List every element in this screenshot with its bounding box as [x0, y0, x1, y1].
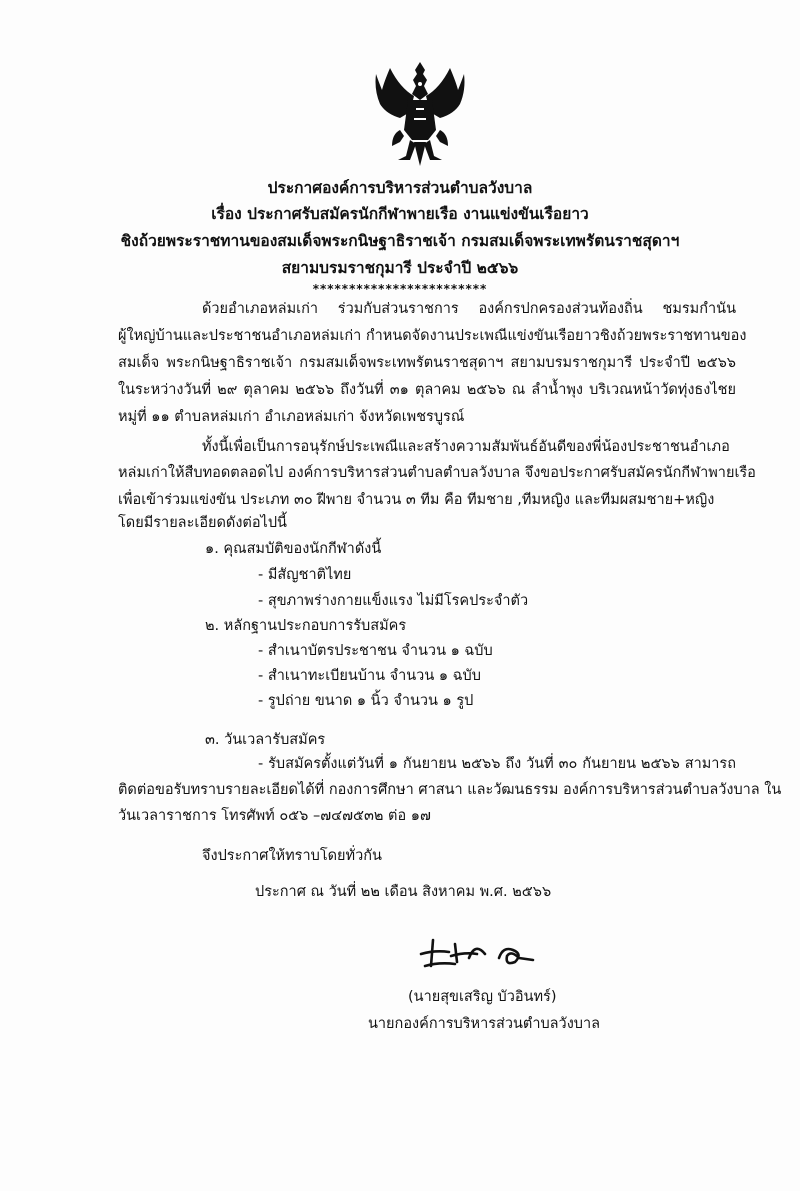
section3-line-2: ติดต่อขอรับทราบรายละเอียดได้ที่ กองการศึกษา ศาสนา และวัฒนธรรม องค์การบริหารส่วนตำบลวังบาล ใน: [118, 782, 782, 798]
section1-item-2: - สุขภาพร่างกายแข็งแรง ไม่มีโรคประจำตัว: [258, 593, 529, 609]
para2-line-1: ทั้งนี้เพื่อเป็นการอนุรักษ์ประเพณีและสร้างความสัมพันธ์อันดีของพี่น้องประชาชนอำเภอ: [202, 439, 730, 455]
announcement-date: ประกาศ ณ วันที่ ๒๒ เดือน สิงหาคม พ.ศ. ๒๕๖๖: [255, 884, 552, 900]
para2-line-3: เพื่อเข้าร่วมแข่งขัน ประเภท ๓๐ ฝีพาย จำนวน ๓ ทีม คือ ทีมชาย ,ทีมหญิง และทีมผสมชาย+หญิง: [118, 492, 715, 508]
para1-line-4: ในระหว่างวันที่ ๒๙ ตุลาคม ๒๕๖๖ ถึงวันที่ ๓๑ ตุลาคม ๒๕๖๖ ณ ลำน้ำพุง บริเวณหน้าวัดทุ่งธงไชย: [118, 382, 736, 398]
section3-line-3: วันเวลาราชการ โทรศัพท์ ๐๕๖ –๗๔๗๕๓๒ ต่อ ๑๗: [118, 808, 431, 824]
para2-line-2: หล่มเก่าให้สืบทอดตลอดไป องค์การบริหารส่วนตำบลตำบลวังบาล จึงขอประกาศรับสมัครนักกีฬาพายเรือ: [118, 465, 756, 481]
section3-title: ๓. วันเวลารับสมัคร: [205, 732, 326, 748]
handwritten-signature: [415, 932, 545, 972]
section2-title: ๒. หลักฐานประกอบการรับสมัคร: [205, 618, 407, 634]
section1-title: ๑. คุณสมบัติของนักกีฬาดังนี้: [205, 541, 382, 557]
para1-line-2: ผู้ใหญ่บ้านและประชาชนอำเภอหล่มเก่า กำหนดจัดงานประเพณีแข่งขันเรือยาวชิงถ้วยพระราชทานของ: [118, 328, 747, 344]
section3-line-1: - รับสมัครตั้งแต่วันที่ ๑ กันยายน ๒๕๖๖ ถึง วันที่ ๓๐ กันยายน ๒๕๖๖ สามารถ: [258, 756, 736, 772]
closing-announce: จึงประกาศให้ทราบโดยทั่วกัน: [202, 848, 382, 864]
section2-item-2: - สำเนาทะเบียนบ้าน จำนวน ๑ ฉบับ: [258, 668, 481, 684]
announcement-subject: เรื่อง ประกาศรับสมัครนักกีฬาพายเรือ งานแข่งขันเรือยาว: [211, 205, 589, 223]
para1-line-1: ด้วยอำเภอหล่มเก่า ร่วมกับส่วนราชการ องค์กรปกครองส่วนท้องถิ่น ชมรมกำนัน: [202, 301, 736, 317]
announcement-org-title: ประกาศองค์การบริหารส่วนตำบลวังบาล: [267, 179, 533, 197]
para1-line-3: สมเด็จ พระกนิษฐาธิราชเจ้า กรมสมเด็จพระเทพรัตนราชสุดาฯ สยามบรมราชกุมารี ประจำปี ๒๕๖๖: [118, 355, 736, 371]
para2-line-4: โดยมีรายละเอียดดังต่อไปนี้: [118, 515, 287, 531]
announcement-subject-line-2: ชิงถ้วยพระราชทานของสมเด็จพระกนิษฐาธิราชเจ้า กรมสมเด็จพระเทพรัตนราชสุดาฯ: [120, 232, 680, 250]
signer-position: นายกองค์การบริหารส่วนตำบลวังบาล: [368, 1016, 601, 1032]
signer-name: (นายสุขเสริญ บัวอินทร์): [408, 989, 557, 1005]
announcement-subject-line-3: สยามบรมราชกุมารี ประจำปี ๒๕๖๖: [281, 259, 519, 277]
para1-line-5: หมู่ที่ ๑๑ ตำบลหล่มเก่า อำเภอหล่มเก่า จังหวัดเพชรบูรณ์: [118, 409, 465, 425]
section2-item-1: - สำเนาบัตรประชาชน จำนวน ๑ ฉบับ: [258, 643, 493, 659]
section1-item-1: - มีสัญชาติไทย: [258, 567, 352, 583]
garuda-emblem-icon: [370, 60, 470, 172]
header-separator: ************************: [312, 282, 488, 296]
section2-item-3: - รูปถ่าย ขนาด ๑ นิ้ว จำนวน ๑ รูป: [258, 693, 474, 709]
